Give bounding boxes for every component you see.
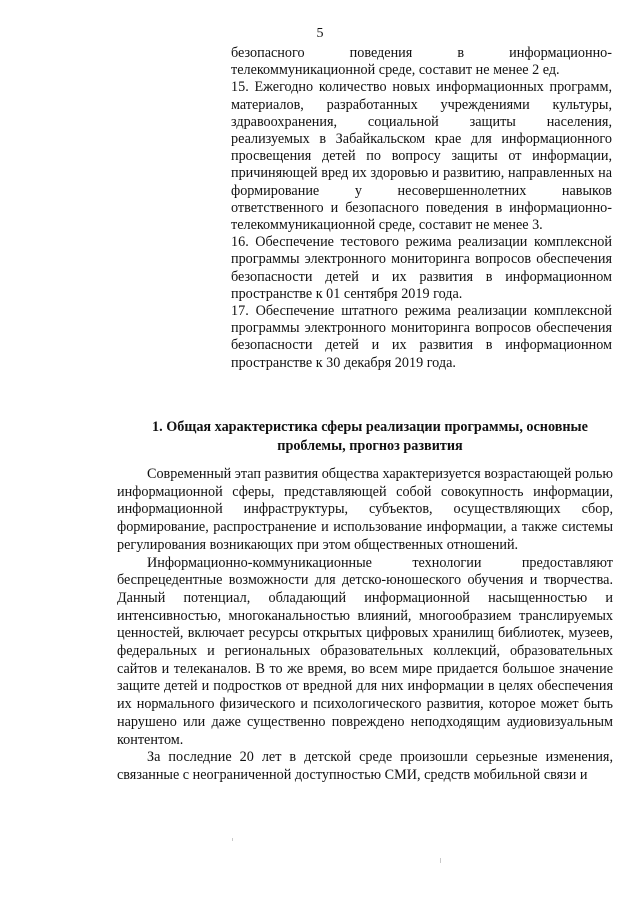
section-heading: 1. Общая характеристика сферы реализации программы, основные проблемы, прогноз развития [152,419,588,454]
page-number: 5 [316,26,324,41]
paragraph-3: За последние 20 лет в детской среде произошли серьезные изменения, связанные с неограниченной доступностью СМИ, средств мобильной связи и [117,749,613,783]
paragraph-2: Информационно-коммуникационные технологии предоставляют беспрецедентные возможности для детско-юношеского обучения и творчества. Данный потенциал, обладающий информационной насыщенностью и интенсивностью, многоканальностью влияний, многообразием транслируемых ценностей, включает ресурсы открытых цифровых хранилищ библиотек, музеев, федеральных и региональных образовательных коллекций, образовательных сайтов и телеканалов. В то же время, во всем мире придается большое значение защите детей и подростков от вредной для них информации в целях обеспечения их нормального физического и психологического развития, которое может быть нарушено или даже существенно повреждено неподходящим аудиовизуальным контентом. [117,554,613,748]
list-item-17: 17. Обеспечение штатного режима реализации комплексной программы электронного мониторинга вопросов обеспечения безопасности детей и их развития в информационном пространстве к 30 декабря 2019 года. [231,303,612,371]
scan-speck [232,838,233,841]
paragraph-1: Современный этап развития общества характеризуется возрастающей ролью информационной сферы, представляющей собой совокупность информации, информационной инфраструктуры, субъектов, осуществляющих сбор, формирование, распространение и использование информации, а также системы регулирования возникающих при этом общественных отношений. [117,466,613,553]
list-item-15: 15. Ежегодно количество новых информационных программ, материалов, разработанных учреждениями культуры, здравоохранения, социальной защиты населения, реализуемых в Забайкальском крае для информационного просвещения детей по вопросу защиты от информации, причиняющей вред их здоровью и развитию, направленных на формирование у несовершеннолетних навыков ответственного и безопасного поведения в информационно-телекоммуникационной среде, составит не менее 3. [231,79,612,234]
scan-speck [440,858,441,863]
list-item-16: 16. Обеспечение тестового режима реализации комплексной программы электронного мониторинга вопросов обеспечения безопасности детей и их развития в информационном пространстве к 01 сентября 2019 года. [231,234,612,302]
section-body [117,466,613,785]
list-continuation: безопасного поведения в информационно-телекоммуникационной среде, составит не менее 2 ед. [231,45,612,79]
target-indicators-list [231,45,612,372]
